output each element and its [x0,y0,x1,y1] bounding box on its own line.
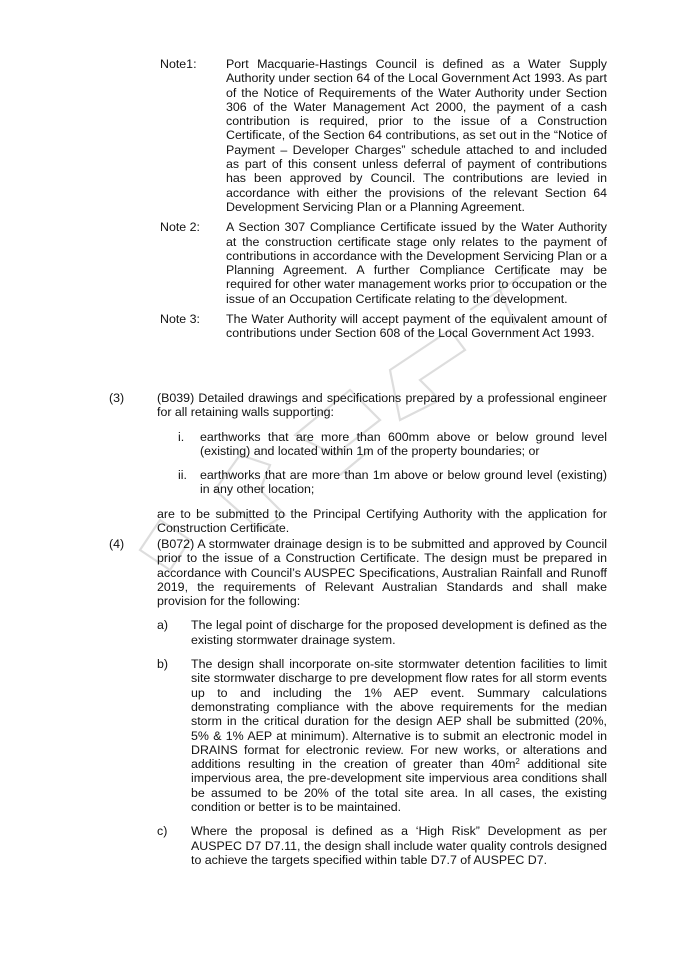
sub-item-c [157,824,607,867]
note-label: Note1: [160,57,197,71]
sub-item-b [157,657,607,814]
sub-item-number: a) [157,618,169,633]
sub-item-ii [157,468,607,497]
text-before-superscript: The design shall incorporate on-site stormwater detention facilities to limit site stormwater discharge to pre development flow rates for all storm events up to and including the 1% AEP event. Summary calculations demonstrating compliance with the above requirements for the median storm in the critical duration for the design AEP shall be submitted (20%, 5% & 1% AEP at minimum). Alternative is to submit an electronic model in DRAINS format for electronic review. For new works, or alterations and additions resulting in the creation of greater than 40m [191,657,607,772]
sub-item-number: i. [178,429,185,444]
note-text: A Section 307 Compliance Certificate issued by the Water Authority at the construction certificate stage only relates to the payment of contributions in accordance with the Development Servicing Plan or a Planning Agreement. A further Compliance Certificate may be required for other water management works prior to occupation or the issue of an Occupation Certificate relating to the development. [226,220,607,306]
note-label: Note 3: [160,312,200,327]
sub-item-number: c) [157,824,168,839]
note-text: Port Macquarie-Hastings Council is defined as a Water Supply Authority under section 64 of the Local Government Act 1993. As part of the Notice of Requirements of the Water Authority under Section 306 of the Water Management Act 2000, the payment of a cash contribution is required, prior to the issue of a Construction Certificate, of the Section 64 contributions, as set out in the “Notice of Payment – Developer Charges” schedule attached to and included as part of this consent unless deferral of payment of contributions has been approved by Council. The contributions are levied in accordance with either the provisions of the relevant Section 64 Development Servicing Plan or a Planning Agreement. [226,57,607,214]
condition-item-4 [109,537,607,867]
sub-item-text: Where the proposal is defined as a ‘High Risk” Development as per AUSPEC D7 D7.11, the design shall include water quality controls designed to achieve the targets specified within table D7.7 of AUSPEC D7. [191,824,607,867]
sub-item-a [157,618,607,647]
notes-section [160,57,607,347]
item-number: (4) [109,537,125,551]
sub-item-text [191,657,607,814]
superscript: 2 [515,757,520,767]
note-3 [160,312,607,341]
text-after-superscript: additional site impervious area, the pre-development site impervious area conditions shall be assumed to be 20% of the total site area. In all cases, the existing condition or better is to be maintained. [191,757,607,815]
sub-item-text: The legal point of discharge for the proposed development is defined as the existing stormwater drainage system. [191,618,607,647]
item-intro: (B072) A stormwater drainage design is to be submitted and approved by Council prior to the issue of a Construction Certificate. The design must be prepared in accordance with Council’s AUSPEC Specifications, Australian Rainfall and Runoff 2019, the requirements of Relevant Australian Standards and shall make provision for the following: [157,537,607,609]
item-trailing-text: are to be submitted to the Principal Certifying Authority with the application for Construction Certificate. [157,506,607,536]
sub-item-text: earthworks that are more than 1m above or below ground level (existing) in any other location; [200,468,607,497]
note-text: The Water Authority will accept payment of the equivalent amount of contributions under Section 608 of the Local Government Act 1993. [226,312,607,341]
note-1 [160,57,607,214]
sub-item-text: earthworks that are more than 600mm above or below ground level (existing) and located within 1m of the property boundaries; or [200,429,607,458]
sub-item-i [157,430,607,459]
note-label: Note 2: [160,220,200,235]
item-intro: (B039) Detailed drawings and specifications prepared by a professional engineer for all retaining walls supporting: [157,391,607,420]
sub-item-number: ii. [178,468,187,483]
condition-item-3 [109,391,607,535]
item-number: (3) [109,391,125,405]
sub-item-number: b) [157,657,169,672]
note-2 [160,220,607,306]
